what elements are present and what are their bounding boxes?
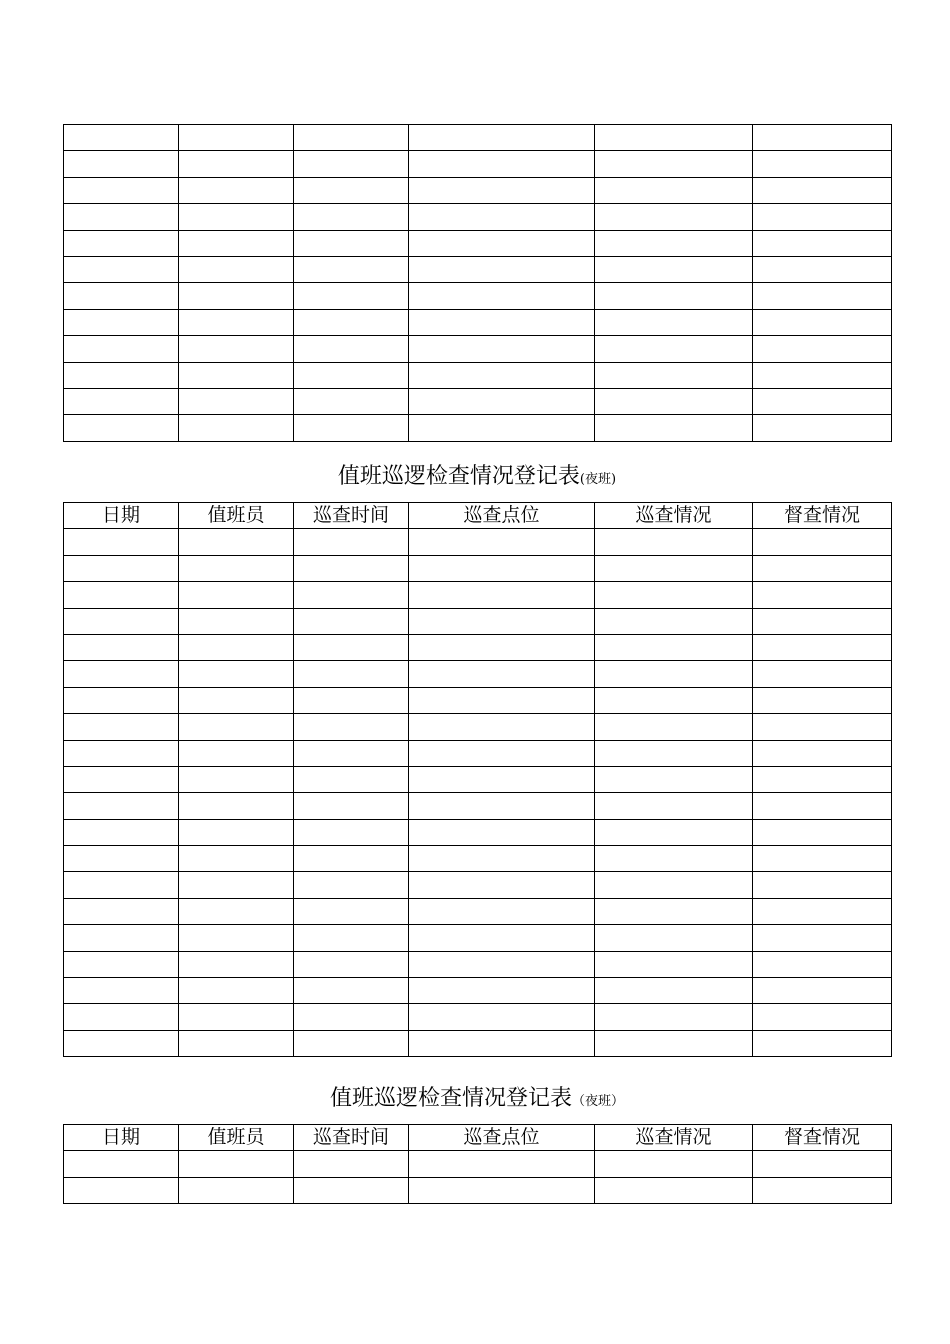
table-cell[interactable] bbox=[294, 1151, 409, 1177]
table-cell[interactable] bbox=[64, 1030, 179, 1056]
table-cell[interactable] bbox=[409, 1004, 595, 1030]
table-cell[interactable] bbox=[179, 336, 294, 362]
table-cell[interactable] bbox=[409, 283, 595, 309]
table-cell[interactable] bbox=[294, 1177, 409, 1203]
form-title-text: 值班巡逻检查情况登记表 bbox=[329, 1086, 572, 1111]
table-cell[interactable] bbox=[294, 151, 409, 177]
table-cell[interactable] bbox=[595, 125, 753, 151]
table-cell[interactable] bbox=[595, 687, 753, 713]
table-cell[interactable] bbox=[753, 661, 892, 687]
table-cell[interactable] bbox=[179, 846, 294, 872]
table-cell[interactable] bbox=[595, 1177, 753, 1203]
table-cell[interactable] bbox=[753, 336, 892, 362]
table-cell[interactable] bbox=[409, 529, 595, 555]
table-cell[interactable] bbox=[409, 661, 595, 687]
table-cell[interactable] bbox=[753, 125, 892, 151]
table-cell[interactable] bbox=[409, 872, 595, 898]
column-header-patrol-status: 巡查情况 bbox=[595, 503, 753, 529]
table-cell[interactable] bbox=[595, 151, 753, 177]
table-body bbox=[64, 125, 892, 442]
table-cell[interactable] bbox=[409, 793, 595, 819]
table-row bbox=[64, 151, 892, 177]
column-header-duty-officer: 值班员 bbox=[179, 1125, 294, 1151]
table-cell[interactable] bbox=[753, 978, 892, 1004]
table-cell[interactable] bbox=[294, 740, 409, 766]
column-header-patrol-point: 巡查点位 bbox=[409, 503, 595, 529]
table-cell[interactable] bbox=[179, 230, 294, 256]
header-row bbox=[64, 1125, 892, 1151]
table-row bbox=[64, 819, 892, 845]
table-cell[interactable] bbox=[409, 925, 595, 951]
table-cell[interactable] bbox=[753, 687, 892, 713]
table-cell[interactable] bbox=[409, 309, 595, 335]
table-cell[interactable] bbox=[64, 1177, 179, 1203]
table-cell[interactable] bbox=[294, 661, 409, 687]
table-cell[interactable] bbox=[294, 978, 409, 1004]
table-row bbox=[64, 714, 892, 740]
table-cell[interactable] bbox=[409, 740, 595, 766]
table-cell[interactable] bbox=[179, 872, 294, 898]
column-header-date: 日期 bbox=[64, 503, 179, 529]
table-cell[interactable] bbox=[409, 819, 595, 845]
table-cell[interactable] bbox=[409, 204, 595, 230]
table-cell[interactable] bbox=[179, 1151, 294, 1177]
table-cell[interactable] bbox=[64, 766, 179, 792]
table-cell[interactable] bbox=[595, 582, 753, 608]
table-cell[interactable] bbox=[179, 362, 294, 388]
table-cell[interactable] bbox=[64, 634, 179, 660]
table-cell[interactable] bbox=[64, 230, 179, 256]
table-cell[interactable] bbox=[595, 1151, 753, 1177]
table-cell[interactable] bbox=[179, 283, 294, 309]
table-cell[interactable] bbox=[595, 388, 753, 414]
table-cell[interactable] bbox=[753, 951, 892, 977]
table-cell[interactable] bbox=[294, 125, 409, 151]
table-cell[interactable] bbox=[64, 714, 179, 740]
table-cell[interactable] bbox=[595, 177, 753, 203]
table-cell[interactable] bbox=[409, 362, 595, 388]
table-cell[interactable] bbox=[294, 415, 409, 441]
table-row bbox=[64, 555, 892, 581]
shift-note: (夜班) bbox=[579, 472, 617, 487]
table-cell[interactable] bbox=[294, 582, 409, 608]
table-row bbox=[64, 1177, 892, 1203]
table-cell[interactable] bbox=[179, 555, 294, 581]
table-cell[interactable] bbox=[294, 951, 409, 977]
table-body bbox=[64, 529, 892, 1057]
form-title bbox=[63, 1084, 891, 1117]
table-cell[interactable] bbox=[64, 177, 179, 203]
table-cell[interactable] bbox=[64, 529, 179, 555]
table-cell[interactable] bbox=[179, 529, 294, 555]
table-cell[interactable] bbox=[179, 388, 294, 414]
table-cell[interactable] bbox=[753, 925, 892, 951]
table-cell[interactable] bbox=[64, 898, 179, 924]
table-cell[interactable] bbox=[753, 362, 892, 388]
table-row bbox=[64, 634, 892, 660]
table-cell[interactable] bbox=[64, 362, 179, 388]
table-cell[interactable] bbox=[753, 634, 892, 660]
table-cell[interactable] bbox=[64, 151, 179, 177]
table-cell[interactable] bbox=[753, 309, 892, 335]
table-row bbox=[64, 766, 892, 792]
table-cell[interactable] bbox=[294, 898, 409, 924]
table-cell[interactable] bbox=[753, 608, 892, 634]
table-body bbox=[64, 1151, 892, 1204]
table-cell[interactable] bbox=[294, 362, 409, 388]
table-cell[interactable] bbox=[595, 898, 753, 924]
table-cell[interactable] bbox=[179, 634, 294, 660]
table-cell[interactable] bbox=[595, 978, 753, 1004]
table-cell[interactable] bbox=[409, 415, 595, 441]
table-cell[interactable] bbox=[179, 898, 294, 924]
table-cell[interactable] bbox=[595, 555, 753, 581]
table-row bbox=[64, 793, 892, 819]
table-cell[interactable] bbox=[753, 1004, 892, 1030]
table-cell[interactable] bbox=[179, 256, 294, 282]
table-row bbox=[64, 740, 892, 766]
table-cell[interactable] bbox=[595, 925, 753, 951]
table-row bbox=[64, 230, 892, 256]
table-cell[interactable] bbox=[64, 846, 179, 872]
table-row bbox=[64, 309, 892, 335]
table-cell[interactable] bbox=[179, 714, 294, 740]
table-cell[interactable] bbox=[294, 529, 409, 555]
table-cell[interactable] bbox=[409, 898, 595, 924]
table-cell[interactable] bbox=[294, 336, 409, 362]
table-cell[interactable] bbox=[595, 846, 753, 872]
table-cell[interactable] bbox=[595, 793, 753, 819]
table-cell[interactable] bbox=[64, 1004, 179, 1030]
table-cell[interactable] bbox=[179, 1004, 294, 1030]
table-cell[interactable] bbox=[753, 388, 892, 414]
table-cell[interactable] bbox=[753, 582, 892, 608]
table-cell[interactable] bbox=[64, 978, 179, 1004]
table-cell[interactable] bbox=[409, 230, 595, 256]
column-header-duty-officer: 值班员 bbox=[179, 503, 294, 529]
table-cell[interactable] bbox=[179, 125, 294, 151]
table-cell[interactable] bbox=[294, 1030, 409, 1056]
table-row bbox=[64, 582, 892, 608]
table-cell[interactable] bbox=[753, 846, 892, 872]
table-row bbox=[64, 1151, 892, 1177]
table-cell[interactable] bbox=[294, 819, 409, 845]
table-cell[interactable] bbox=[753, 819, 892, 845]
table-cell[interactable] bbox=[753, 230, 892, 256]
table-cell[interactable] bbox=[64, 582, 179, 608]
table-cell[interactable] bbox=[753, 415, 892, 441]
table-row bbox=[64, 846, 892, 872]
table-cell[interactable] bbox=[64, 819, 179, 845]
table-row bbox=[64, 661, 892, 687]
column-header-patrol-time: 巡查时间 bbox=[294, 1125, 409, 1151]
table-cell[interactable] bbox=[179, 415, 294, 441]
table-cell[interactable] bbox=[294, 714, 409, 740]
table-row bbox=[64, 177, 892, 203]
table-cell[interactable] bbox=[179, 819, 294, 845]
table-cell[interactable] bbox=[294, 608, 409, 634]
table-cell[interactable] bbox=[409, 714, 595, 740]
table-row bbox=[64, 388, 892, 414]
table-cell[interactable] bbox=[294, 388, 409, 414]
table-row bbox=[64, 283, 892, 309]
table-cell[interactable] bbox=[595, 714, 753, 740]
table-row bbox=[64, 256, 892, 282]
table-cell[interactable] bbox=[294, 766, 409, 792]
table-cell[interactable] bbox=[409, 951, 595, 977]
table-cell[interactable] bbox=[294, 256, 409, 282]
header-row bbox=[64, 503, 892, 529]
table-cell[interactable] bbox=[753, 872, 892, 898]
table-row bbox=[64, 687, 892, 713]
table-cell[interactable] bbox=[409, 555, 595, 581]
table-cell[interactable] bbox=[179, 687, 294, 713]
table-row bbox=[64, 872, 892, 898]
table-cell[interactable] bbox=[294, 925, 409, 951]
table-row bbox=[64, 1030, 892, 1056]
table-cell[interactable] bbox=[409, 336, 595, 362]
table-cell[interactable] bbox=[595, 309, 753, 335]
table-cell[interactable] bbox=[409, 608, 595, 634]
table-cell[interactable] bbox=[409, 1030, 595, 1056]
column-header-inspection-status: 督查情况 bbox=[753, 503, 892, 529]
table-cell[interactable] bbox=[409, 1151, 595, 1177]
table-cell[interactable] bbox=[64, 951, 179, 977]
table-cell[interactable] bbox=[753, 204, 892, 230]
table-cell[interactable] bbox=[294, 230, 409, 256]
table-row bbox=[64, 608, 892, 634]
table-cell[interactable] bbox=[753, 177, 892, 203]
patrol-log-table-continued bbox=[63, 124, 892, 442]
table-row bbox=[64, 978, 892, 1004]
table-cell[interactable] bbox=[64, 661, 179, 687]
table-cell[interactable] bbox=[179, 608, 294, 634]
column-header-inspection-status: 督查情况 bbox=[753, 1125, 892, 1151]
form-title-text: 值班巡逻检查情况登记表 bbox=[337, 464, 580, 489]
table-cell[interactable] bbox=[179, 740, 294, 766]
table-cell[interactable] bbox=[753, 1151, 892, 1177]
table-cell[interactable] bbox=[409, 634, 595, 660]
table-cell[interactable] bbox=[294, 872, 409, 898]
table-row bbox=[64, 1004, 892, 1030]
table-cell[interactable] bbox=[179, 951, 294, 977]
table-cell[interactable] bbox=[409, 687, 595, 713]
table-cell[interactable] bbox=[595, 661, 753, 687]
table-cell[interactable] bbox=[64, 740, 179, 766]
table-row bbox=[64, 415, 892, 441]
patrol-log-table bbox=[63, 1124, 892, 1204]
table-cell[interactable] bbox=[64, 336, 179, 362]
table-cell[interactable] bbox=[64, 872, 179, 898]
patrol-log-table bbox=[63, 502, 892, 1057]
table-cell[interactable] bbox=[595, 204, 753, 230]
table-cell[interactable] bbox=[179, 151, 294, 177]
table-cell[interactable] bbox=[595, 1004, 753, 1030]
column-header-patrol-status: 巡查情况 bbox=[595, 1125, 753, 1151]
table-cell[interactable] bbox=[595, 1030, 753, 1056]
table-cell[interactable] bbox=[179, 204, 294, 230]
table-cell[interactable] bbox=[753, 151, 892, 177]
table-cell[interactable] bbox=[753, 256, 892, 282]
table-cell[interactable] bbox=[294, 1004, 409, 1030]
table-cell[interactable] bbox=[595, 951, 753, 977]
table-row bbox=[64, 336, 892, 362]
table-cell[interactable] bbox=[753, 740, 892, 766]
table-cell[interactable] bbox=[409, 125, 595, 151]
table-cell[interactable] bbox=[595, 766, 753, 792]
table-cell[interactable] bbox=[179, 978, 294, 1004]
table-cell[interactable] bbox=[409, 978, 595, 1004]
table-cell[interactable] bbox=[179, 309, 294, 335]
table-cell[interactable] bbox=[64, 125, 179, 151]
table-cell[interactable] bbox=[595, 230, 753, 256]
table-cell[interactable] bbox=[753, 529, 892, 555]
table-cell[interactable] bbox=[595, 872, 753, 898]
column-header-patrol-point: 巡查点位 bbox=[409, 1125, 595, 1151]
table-row bbox=[64, 125, 892, 151]
table-cell[interactable] bbox=[409, 151, 595, 177]
table-cell[interactable] bbox=[753, 555, 892, 581]
table-cell[interactable] bbox=[294, 687, 409, 713]
table-cell[interactable] bbox=[409, 766, 595, 792]
table-cell[interactable] bbox=[409, 388, 595, 414]
table-cell[interactable] bbox=[64, 388, 179, 414]
table-cell[interactable] bbox=[64, 256, 179, 282]
table-cell[interactable] bbox=[64, 925, 179, 951]
table-cell[interactable] bbox=[64, 1151, 179, 1177]
table-cell[interactable] bbox=[409, 582, 595, 608]
table-cell[interactable] bbox=[753, 283, 892, 309]
table-cell[interactable] bbox=[64, 283, 179, 309]
table-cell[interactable] bbox=[294, 177, 409, 203]
table-cell[interactable] bbox=[753, 793, 892, 819]
table-cell[interactable] bbox=[294, 555, 409, 581]
table-cell[interactable] bbox=[294, 283, 409, 309]
table-cell[interactable] bbox=[753, 898, 892, 924]
table-cell[interactable] bbox=[595, 529, 753, 555]
table-cell[interactable] bbox=[179, 177, 294, 203]
table-cell[interactable] bbox=[294, 846, 409, 872]
table-cell[interactable] bbox=[595, 362, 753, 388]
table-cell[interactable] bbox=[753, 1177, 892, 1203]
table-cell[interactable] bbox=[179, 766, 294, 792]
table-row bbox=[64, 898, 892, 924]
column-header-patrol-time: 巡查时间 bbox=[294, 503, 409, 529]
table-cell[interactable] bbox=[64, 608, 179, 634]
table-cell[interactable] bbox=[179, 582, 294, 608]
table-cell[interactable] bbox=[179, 1030, 294, 1056]
table-row bbox=[64, 529, 892, 555]
table-cell[interactable] bbox=[294, 309, 409, 335]
table-cell[interactable] bbox=[64, 687, 179, 713]
table-cell[interactable] bbox=[64, 415, 179, 441]
table-cell[interactable] bbox=[409, 1177, 595, 1203]
table-cell[interactable] bbox=[64, 555, 179, 581]
table-cell[interactable] bbox=[753, 1030, 892, 1056]
table-cell[interactable] bbox=[294, 793, 409, 819]
table-cell[interactable] bbox=[64, 793, 179, 819]
table-cell[interactable] bbox=[595, 283, 753, 309]
table-cell[interactable] bbox=[179, 1177, 294, 1203]
table-cell[interactable] bbox=[595, 634, 753, 660]
table-cell[interactable] bbox=[595, 608, 753, 634]
table-cell[interactable] bbox=[179, 793, 294, 819]
form-title bbox=[63, 462, 891, 495]
table-cell[interactable] bbox=[64, 204, 179, 230]
table-cell[interactable] bbox=[753, 766, 892, 792]
table-cell[interactable] bbox=[409, 177, 595, 203]
table-cell[interactable] bbox=[595, 256, 753, 282]
table-row bbox=[64, 925, 892, 951]
table-row bbox=[64, 362, 892, 388]
table-cell[interactable] bbox=[409, 256, 595, 282]
table-cell[interactable] bbox=[294, 634, 409, 660]
table-cell[interactable] bbox=[595, 415, 753, 441]
table-cell[interactable] bbox=[179, 661, 294, 687]
table-cell[interactable] bbox=[753, 714, 892, 740]
table-cell[interactable] bbox=[64, 309, 179, 335]
table-cell[interactable] bbox=[294, 204, 409, 230]
table-cell[interactable] bbox=[595, 819, 753, 845]
shift-note: （夜班） bbox=[572, 1094, 625, 1109]
column-header-date: 日期 bbox=[64, 1125, 179, 1151]
table-cell[interactable] bbox=[595, 336, 753, 362]
table-row bbox=[64, 951, 892, 977]
table-cell[interactable] bbox=[595, 740, 753, 766]
table-cell[interactable] bbox=[409, 846, 595, 872]
table-row bbox=[64, 204, 892, 230]
table-cell[interactable] bbox=[179, 925, 294, 951]
